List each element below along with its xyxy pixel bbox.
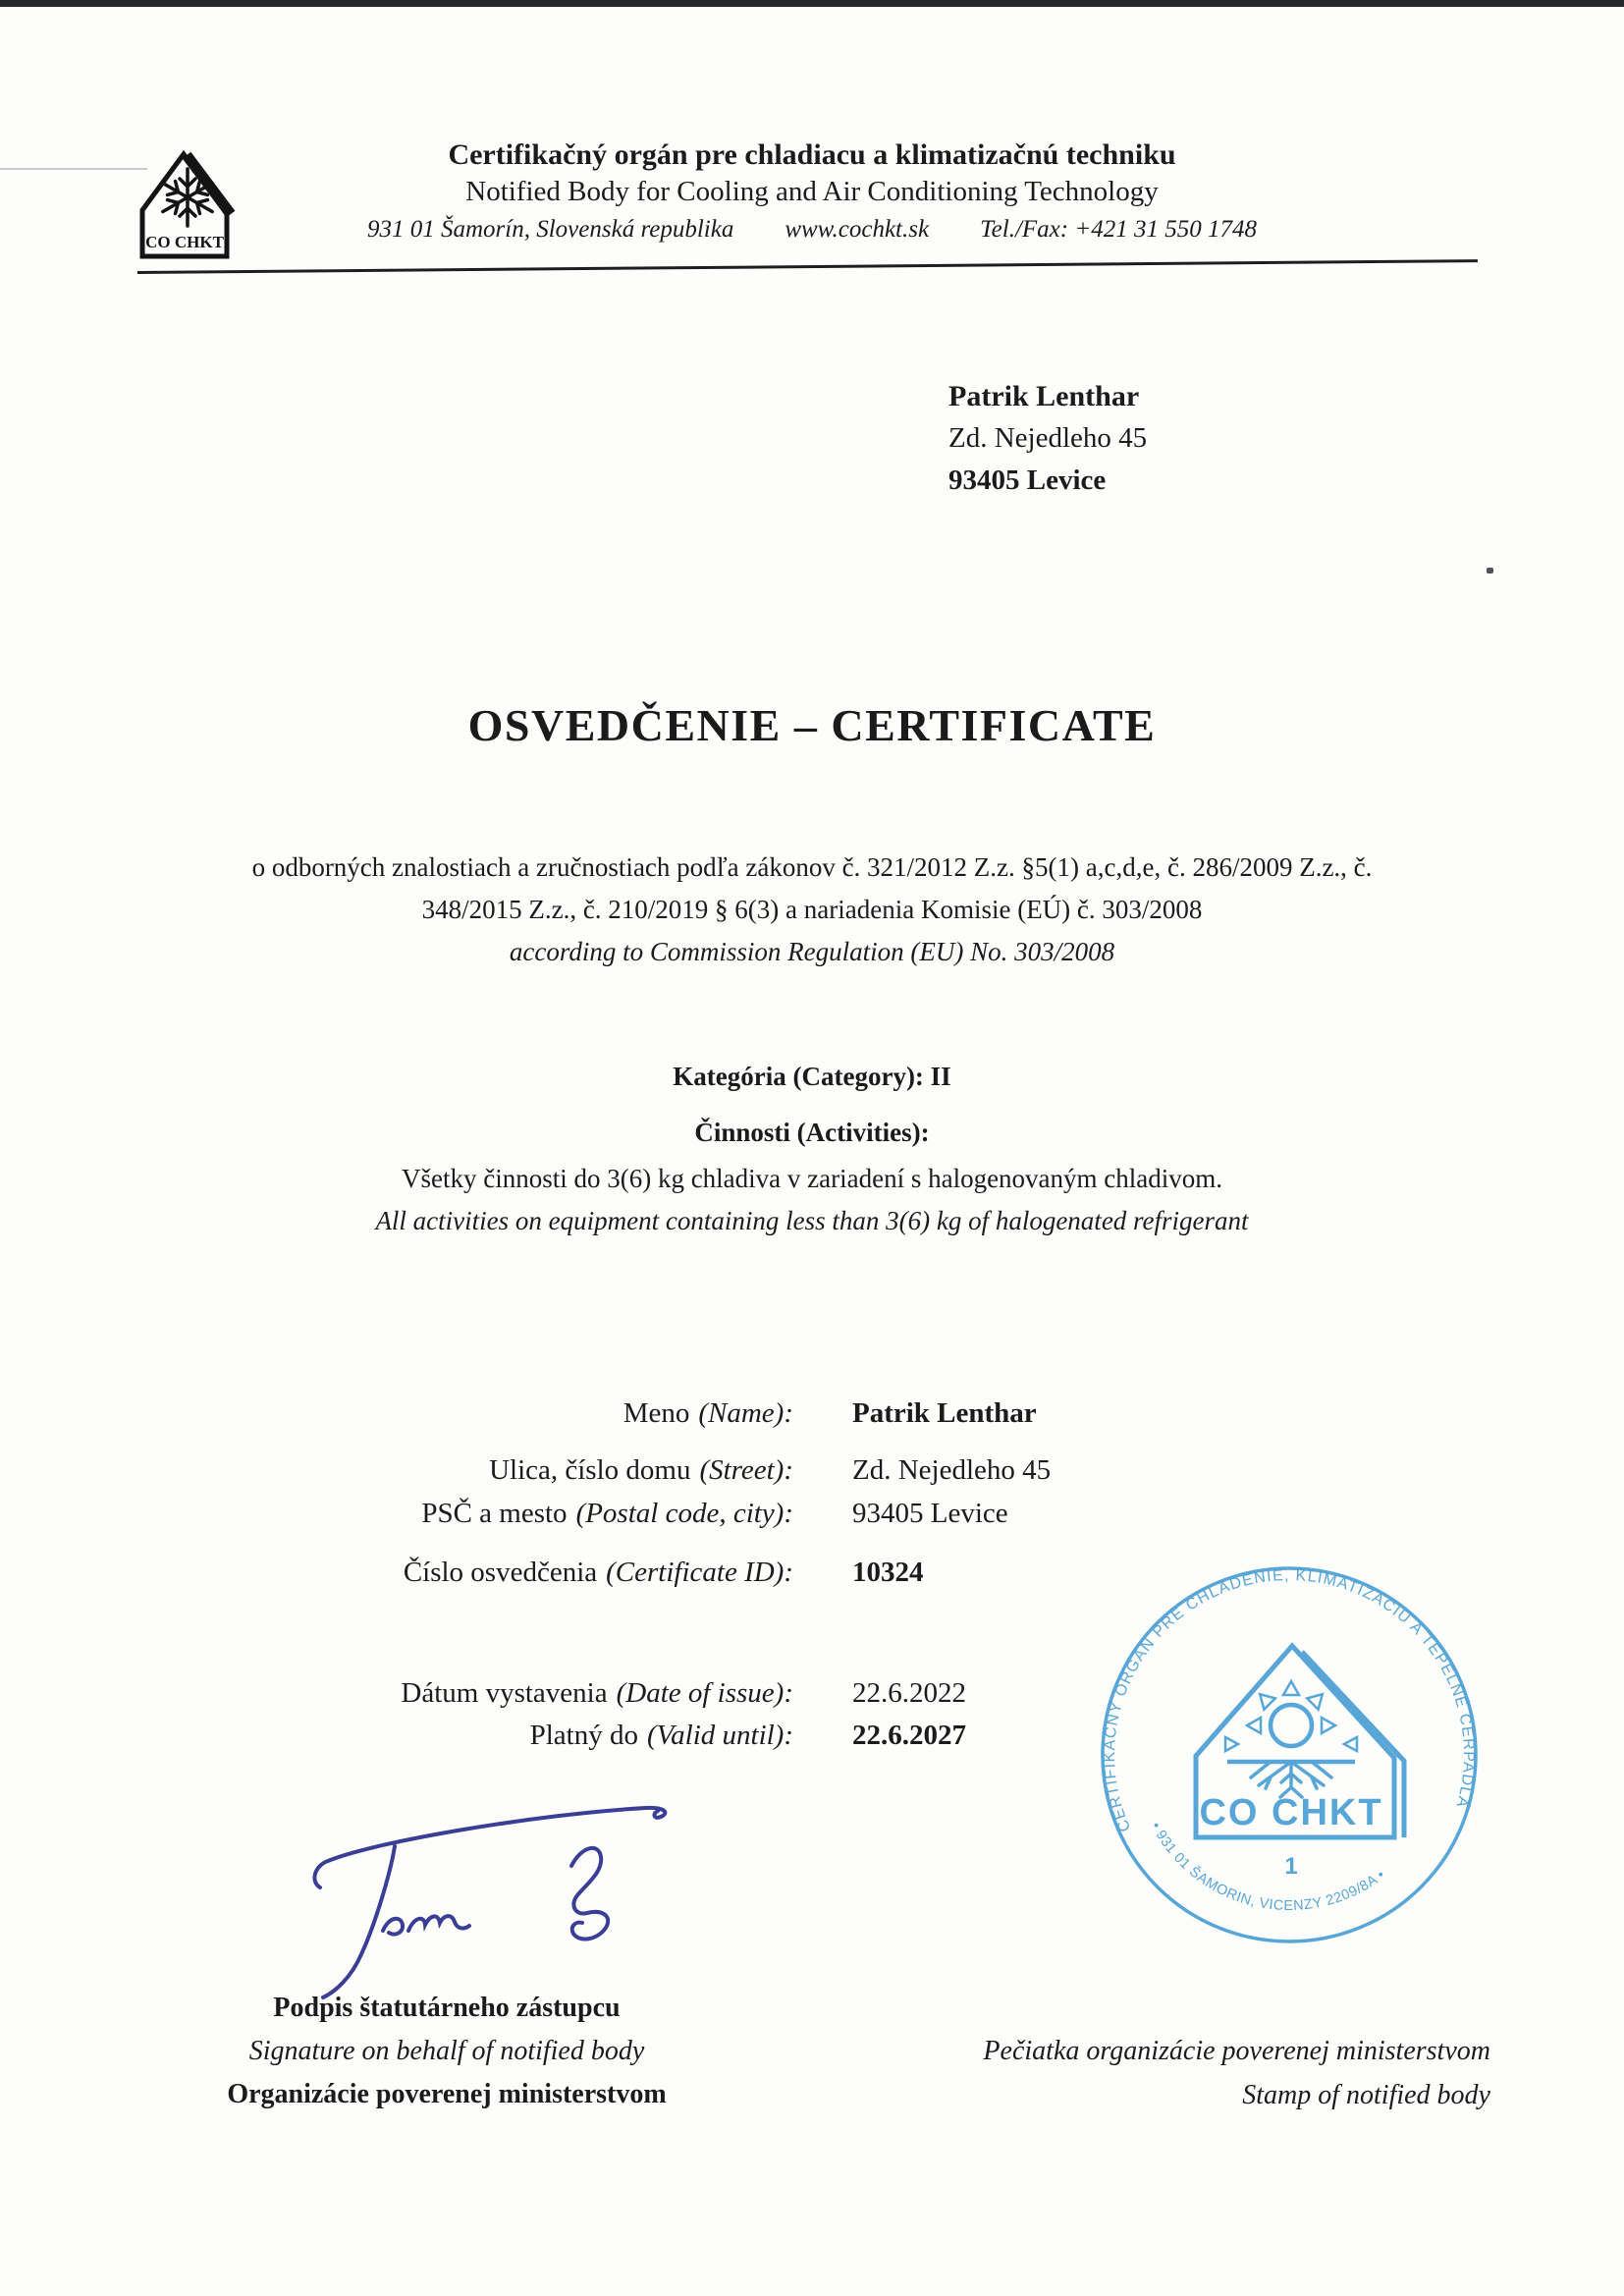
org-address: 931 01 Šamorín, Slovenská republika xyxy=(367,216,734,243)
certid-label-en: (Certificate ID): xyxy=(606,1557,793,1588)
signature-scribble xyxy=(226,1787,687,2008)
issue-label-sk: Dátum vystavenia xyxy=(401,1677,608,1709)
org-name-en: Notified Body for Cooling and Air Conditioning Technology xyxy=(465,176,1159,207)
signature-caption-en: Signature on behalf of notified body xyxy=(248,2036,645,2066)
postal-label-en: (Postal code, city): xyxy=(575,1498,793,1529)
stamp-sun-rays xyxy=(1247,1681,1335,1733)
legal-basis xyxy=(0,847,1624,973)
org-contact-row xyxy=(0,216,1624,244)
name-label-sk: Meno xyxy=(623,1397,690,1429)
street-label-en: (Street): xyxy=(699,1454,793,1486)
org-website: www.cochkt.sk xyxy=(785,216,930,243)
valid-label-en: (Valid until): xyxy=(646,1720,793,1751)
legal-line-1: o odborných znalostiach a zručnostiach podľa zákonov č. 321/2012 Z.z. §5(1) a,c,d,e, č. 286/2009 Z.z., č. xyxy=(251,852,1373,882)
signature-ink xyxy=(314,1808,665,1997)
document-title: OSVEDČENIE – CERTIFICATE xyxy=(467,700,1157,750)
stamp-sun-circle xyxy=(1271,1705,1312,1746)
valid-value: 22.6.2027 xyxy=(852,1720,966,1751)
detail-row-name xyxy=(0,1393,1624,1435)
street-value: Zd. Nejedleho 45 xyxy=(852,1454,1052,1486)
certid-label-sk: Číslo osvedčenia xyxy=(403,1557,598,1588)
logo-text: CO CHKT xyxy=(145,233,224,251)
stamp-right-triangle xyxy=(1344,1737,1357,1751)
legal-line-en: according to Commission Regulation (EU) No. 303/2008 xyxy=(509,937,1115,966)
signature-caption-sk: Podpis štatutárneho zástupcu xyxy=(273,1993,621,2023)
category-heading: Kategória (Category): II xyxy=(673,1062,951,1091)
recipient-street: Zd. Nejedleho 45 xyxy=(948,422,1148,454)
street-label-sk: Ulica, číslo domu xyxy=(489,1454,691,1486)
valid-label-sk: Platný do xyxy=(529,1720,638,1751)
stamp-left-triangle xyxy=(1225,1737,1238,1751)
legal-line-2: 348/2015 Z.z., č. 210/2019 § 6(3) a nariadenia Komisie (EÚ) č. 303/2008 xyxy=(421,895,1203,924)
category-block xyxy=(0,1056,1624,1242)
svg-text:• 931 01 ŠAMORIN, VICENZY 2209 xyxy=(1148,1820,1388,1914)
recipient-city: 93405 Levice xyxy=(948,465,1107,496)
postal-label-sk: PSČ a mesto xyxy=(421,1498,568,1529)
name-label-en: (Name): xyxy=(698,1397,793,1429)
stamp-text xyxy=(1101,1567,1477,1914)
stamp-caption-en: Stamp of notified body xyxy=(1242,2080,1490,2110)
stamp-caption-sk: Pečiatka organizácie poverenej ministerstvom xyxy=(983,2036,1490,2066)
issue-label-en: (Date of issue): xyxy=(616,1677,793,1709)
signature-caption-block xyxy=(128,1987,766,2116)
org-phone: Tel./Fax: +421 31 550 1748 xyxy=(980,216,1257,243)
scan-edge-artifact xyxy=(0,0,1624,7)
certid-value: 10324 xyxy=(852,1557,924,1588)
recipient-block xyxy=(948,375,1147,502)
header-divider xyxy=(137,259,1478,274)
stamp-number: 1 xyxy=(1284,1853,1298,1880)
recipient-name: Patrik Lenthar xyxy=(948,380,1140,412)
detail-row-street xyxy=(0,1449,1624,1492)
stamp-center-text: CO CHKT xyxy=(1199,1792,1383,1833)
stamp-ring-text-bottom: • 931 01 ŠAMORIN, VICENZY 2209/8A • xyxy=(1147,1820,1388,1915)
org-name-sk: Certifikačný orgán pre chladiacu a klimatizačnú techniku xyxy=(448,138,1176,171)
postal-value: 93405 Levice xyxy=(852,1498,1008,1529)
activities-heading: Činnosti (Activities): xyxy=(694,1118,930,1147)
issue-value: 22.6.2022 xyxy=(852,1677,966,1709)
round-stamp xyxy=(1078,1544,1500,1966)
stamp-caption-block xyxy=(983,2029,1490,2117)
stamp-ring-text-top: CERTIFIKAČNÝ ORGÁN PRE CHLADENIE, KLIMATIZÁCIU A TEPELNÉ ČERPADLÁ xyxy=(1101,1567,1478,1834)
activities-text-sk: Všetky činnosti do 3(6) kg chladiva v zariadení s halogenovaným chladivom. xyxy=(401,1164,1223,1193)
scan-speck xyxy=(1487,568,1493,574)
detail-row-postal xyxy=(0,1493,1624,1535)
activities-text-en: All activities on equipment containing less than 3(6) kg of halogenated refrigerant xyxy=(375,1206,1249,1235)
name-value: Patrik Lenthar xyxy=(852,1397,1037,1429)
signature-caption-org: Organizácie poverenej ministerstvom xyxy=(227,2079,667,2109)
